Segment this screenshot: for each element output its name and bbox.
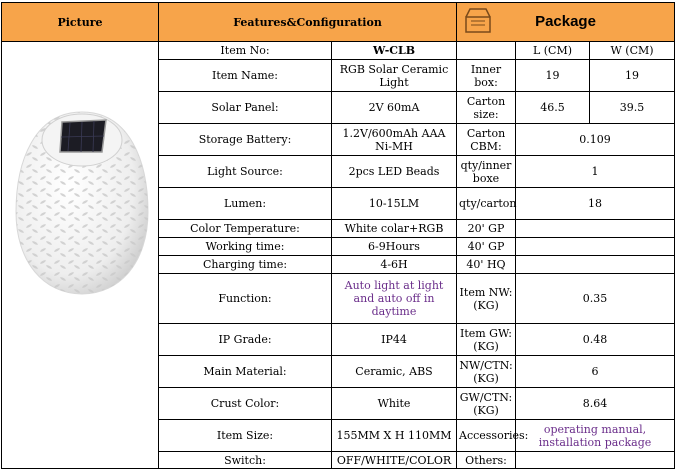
package-value: 0.35 [516,274,675,324]
feature-value: Ceramic, ABS [332,356,457,388]
product-picture-cell [2,42,159,469]
package-value: 0.109 [516,124,675,156]
package-value: 39.5 [590,92,675,124]
package-value: 6 [516,356,675,388]
package-value [516,238,675,256]
feature-label: IP Grade: [159,324,332,356]
feature-value: 6-9Hours [332,238,457,256]
package-label: Item NW: (KG) [457,274,516,324]
package-value: 8.64 [516,388,675,420]
package-col-width: W (CM) [590,42,675,60]
package-label: 40' HQ [457,256,516,274]
feature-label: Solar Panel: [159,92,332,124]
package-label: 40' GP [457,238,516,256]
open-box-icon [463,5,493,35]
feature-label: Main Material: [159,356,332,388]
package-value: 0.48 [516,324,675,356]
package-label: Carton size: [457,92,516,124]
package-label: qty/inner boxe [457,156,516,188]
feature-value: 10-15LM [332,188,457,220]
feature-label: Item Size: [159,420,332,452]
package-value [516,220,675,238]
package-value-accessories: operating manual, installation package [516,420,675,452]
feature-label: Color Temperature: [159,220,332,238]
product-image [10,102,154,302]
feature-label: Item Name: [159,60,332,92]
feature-value: RGB Solar Ceramic Light [332,60,457,92]
feature-value: OFF/WHITE/COLOR [332,452,457,469]
package-value: 1 [516,156,675,188]
package-col-length: L (CM) [516,42,590,60]
package-label: Accessories: [457,420,516,452]
header-features: Features&Configuration [159,3,457,42]
feature-value: W-CLB [332,42,457,60]
feature-value: White [332,388,457,420]
package-value: 19 [516,60,590,92]
feature-value: 2pcs LED Beads [332,156,457,188]
package-label: Carton CBM: [457,124,516,156]
spec-table [1,2,675,469]
feature-value: 4-6H [332,256,457,274]
feature-value-function: Auto light at light and auto off in daytime [332,274,457,324]
feature-value: 155MM X H 110MM [332,420,457,452]
header-picture: Picture [2,3,159,42]
feature-label: Item No: [159,42,332,60]
package-label: Others: [457,452,516,469]
package-value: 46.5 [516,92,590,124]
feature-value: 1.2V/600mAh AAA Ni-MH [332,124,457,156]
feature-label: Crust Color: [159,388,332,420]
feature-value: White colar+RGB [332,220,457,238]
feature-label: Working time: [159,238,332,256]
package-label: Item GW: (KG) [457,324,516,356]
header-package [457,3,675,42]
feature-label: Light Source: [159,156,332,188]
feature-value: IP44 [332,324,457,356]
package-label: Inner box: [457,60,516,92]
package-label: NW/CTN: (KG) [457,356,516,388]
package-value [516,256,675,274]
package-label: qty/carton [457,188,516,220]
feature-label: Storage Battery: [159,124,332,156]
feature-label: Charging time: [159,256,332,274]
header-package-label: Package [535,13,596,30]
package-value [516,452,675,469]
package-label: GW/CTN: (KG) [457,388,516,420]
package-blank-cell [457,42,516,60]
feature-label: Function: [159,274,332,324]
package-label: 20' GP [457,220,516,238]
package-value: 19 [590,60,675,92]
feature-label: Lumen: [159,188,332,220]
feature-label: Switch: [159,452,332,469]
feature-value: 2V 60mA [332,92,457,124]
package-value: 18 [516,188,675,220]
